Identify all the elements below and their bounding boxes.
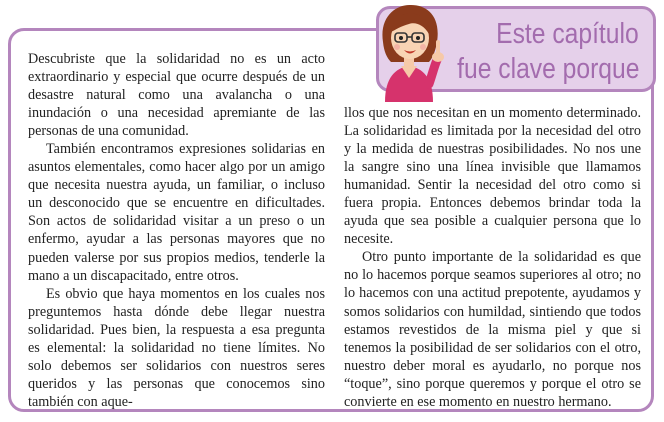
paragraph: Descubriste que la solidaridad no es un acto extraordinario y especial que ocurre después de un desastre natural como una avalancha o una inundación o una necesidad apremiante de las personas de una comunidad. bbox=[28, 51, 325, 140]
paragraph: Otro punto importante de la solidaridad es que no lo hacemos porque seamos superiores al otro; no lo hacemos con una actitud prepotente, ayudamos y somos solidarios con humildad, sintiendo que todos estamos revestidos de la misma piel y que si tenemos la posibilidad de ser solidarios con el otro, nuestro deber moral es ayudarlo, no porque nos “toque”, sino porque queremos y porque el otro se convierte en ese momento en nuestro hermano. bbox=[344, 249, 641, 410]
title-line-2: fue clave porque bbox=[456, 53, 639, 85]
girl-with-glasses-pointing-icon bbox=[371, 2, 449, 102]
text-column-left bbox=[28, 50, 325, 411]
paragraph: También encontramos expresiones solidarias en asuntos elementales, como hacer algo por un amigo que necesita nuestra ayuda, un familiar, o incluso un desconocido que se encuentre en dificultades. Son actos de solidaridad visitar a un preso o un enfermo, ayudar a las personas mayores que no pueden valerse por sus propios medios, tenderle la mano a un discapacitado, entre otros. bbox=[28, 141, 325, 284]
text-column-right bbox=[344, 104, 641, 411]
title-line-1: Este capítulo bbox=[496, 18, 639, 50]
paragraph: llos que nos necesitan en un momento determinado. La solidaridad es limitada por la necesidad del otro y la medida de nuestras posibilidades. No nos une la sangre sino una línea invisible que llamamos humanidad. Sentir la necesidad del otro como si fuera propia. Entonces debemos brindar toda la ayuda que sea posible a cualquier persona que lo necesite. bbox=[344, 105, 641, 248]
paragraph: Es obvio que haya momentos en los cuales nos preguntemos hasta dónde debe llegar nuestra solidaridad. Pues bien, la respuesta a esa pregunta es elemental: la solidaridad no tiene límites. No solo debemos ser solidarios con nuestros seres queridos y las personas que conocemos sino también con aque- bbox=[28, 285, 325, 410]
